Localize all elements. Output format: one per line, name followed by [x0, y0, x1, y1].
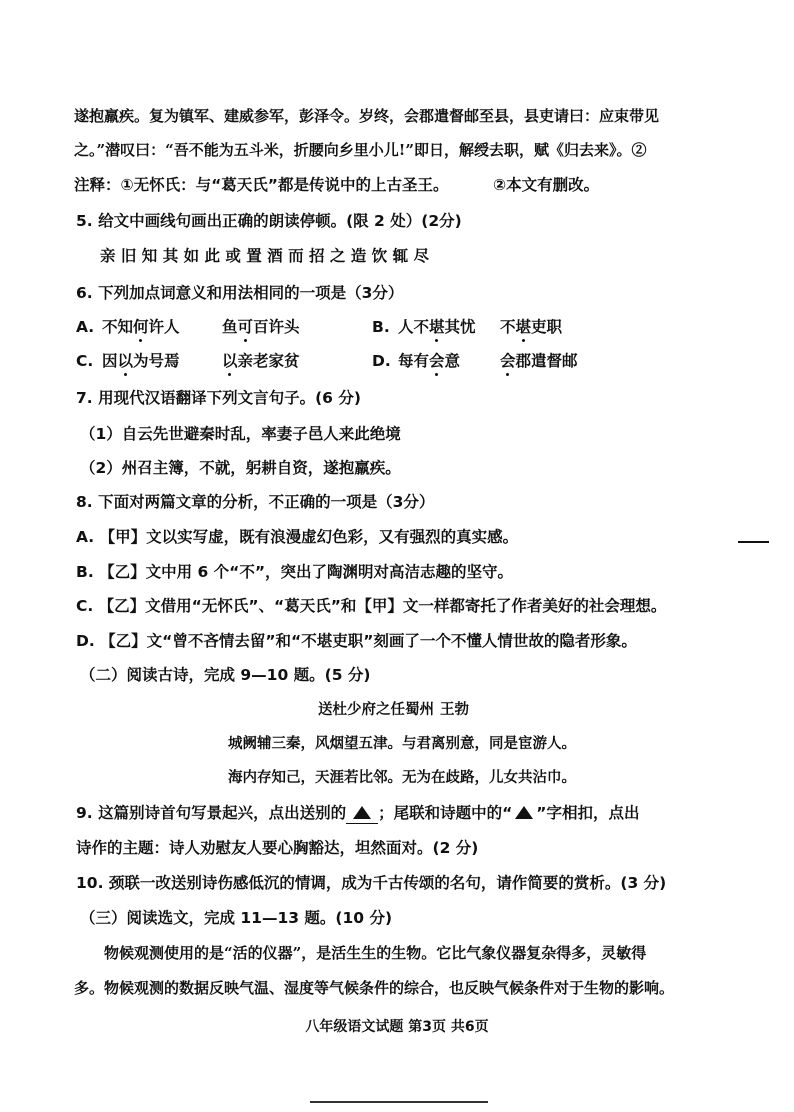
section-3-heading: （三）阅读选文，完成 11—13 题。(10 分)	[80, 909, 393, 927]
poem-line-1: 城阙辅三秦，风烟望五津。与君离别意，同是宦游人。	[228, 735, 576, 752]
question-7-sentence-1: （1）自云先世避秦时乱，率妻子邑人来此绝境	[80, 425, 401, 443]
q6-option-b-phrase-2: 不堪吏职	[500, 318, 563, 336]
q8-option-d: D. 【乙】文“曾不吝情去留”和“不堪吏职”刻画了一个不懂人情世故的隐者形象。	[76, 632, 637, 650]
question-5-stem: 5. 给文中画线句画出正确的朗读停顿。(限 2 处）(2分)	[76, 212, 462, 230]
q6-option-d-phrase-2: 会郡遣督邮	[500, 352, 578, 370]
section-3-paragraph-line-2: 多。物候观测的数据反映气温、湿度等气候条件的综合，也反映气候条件对于生物的影响。	[74, 979, 675, 997]
question-6-stem: 6. 下列加点词意义和用法相同的一项是（3分）	[76, 284, 404, 302]
section-3-paragraph-line-1: 物候观测使用的是“活的仪器”，是活生生的生物。它比气象仪器复杂得多，灵敏得	[104, 944, 647, 962]
question-7-stem: 7. 用现代汉语翻译下列文言句子。(6 分)	[76, 389, 361, 407]
q6-option-c-phrase-1: 因以为号焉	[102, 352, 180, 370]
page-footer: 八年级语文试题 第3页 共6页	[305, 1019, 489, 1035]
section-2-heading: （二）阅读古诗，完成 9—10 题。(5 分)	[80, 666, 371, 684]
question-8-stem: 8. 下面对两篇文章的分析，不正确的一项是（3分）	[76, 493, 435, 511]
question-9-line-2: 诗作的主题：诗人劝慰友人要心胸豁达，坦然面对。(2 分)	[76, 839, 479, 857]
poem-line-2: 海内存知己，天涯若比邻。无为在歧路，儿女共沾巾。	[228, 769, 576, 786]
passage-line-2: 之。”潜叹曰：“吾不能为五斗米，折腰向乡里小儿!”即日，解绶去职，赋《归去来》。②	[74, 141, 647, 159]
triangle-marker-icon	[353, 806, 371, 819]
passage-line-1: 遂抱羸疾。复为镇军、建威参军，彭泽令。岁终，会郡遣督邮至县，县吏请曰：应束带见	[74, 107, 660, 125]
margin-dash	[738, 541, 769, 543]
bottom-rule	[310, 1101, 488, 1103]
q6-option-c-label: C.	[76, 352, 94, 370]
q6-option-a-label: A.	[76, 318, 95, 336]
q6-option-d-phrase-1: 每有会意	[398, 352, 461, 370]
q8-option-b: B. 【乙】文中用 6 个“不”，突出了陶渊明对高洁志趣的坚守。	[76, 563, 514, 581]
poem-author: 王勃	[440, 701, 469, 718]
q6-option-b-label: B.	[372, 318, 390, 336]
passage-note-2: ②本文有删改。	[493, 176, 600, 194]
passage-note: 注释：①无怀氏：与“葛天氏”都是传说中的上古圣王。	[74, 176, 449, 194]
q6-option-c-phrase-2: 以亲老家贫	[222, 352, 300, 370]
question-9-line-1: 9. 这篇别诗首句写景起兴，点出送别的 ；尾联和诗题中的“ ”字相扣，点出	[76, 804, 640, 822]
q8-option-a: A. 【甲】文以实写虚，既有浪漫虚幻色彩，又有强烈的真实感。	[76, 528, 519, 546]
question-5-sentence: 亲 旧 知 其 如 此 或 置 酒 而 招 之 造 饮 辄 尽	[100, 247, 429, 265]
q6-option-a-phrase-2: 鱼可百许头	[222, 318, 300, 336]
q6-option-b-phrase-1: 人不堪其忧	[398, 318, 476, 336]
q6-option-a-phrase-1: 不知何许人	[102, 318, 180, 336]
poem-title: 送杜少府之任蜀州	[318, 701, 434, 718]
question-7-sentence-2: （2）州召主簿，不就，躬耕自资，遂抱羸疾。	[80, 459, 401, 477]
q6-option-d-label: D.	[372, 352, 391, 370]
answer-blank-1	[346, 803, 378, 824]
q8-option-c: C. 【乙】文借用“无怀氏”、“葛天氏”和【甲】文一样都寄托了作者美好的社会理想。	[76, 597, 667, 615]
question-10-stem: 10. 颈联一改送别诗伤感低沉的情调，成为千古传颂的名句，请作简要的赏析。(3 分)	[76, 874, 667, 892]
triangle-marker-icon	[515, 806, 533, 819]
